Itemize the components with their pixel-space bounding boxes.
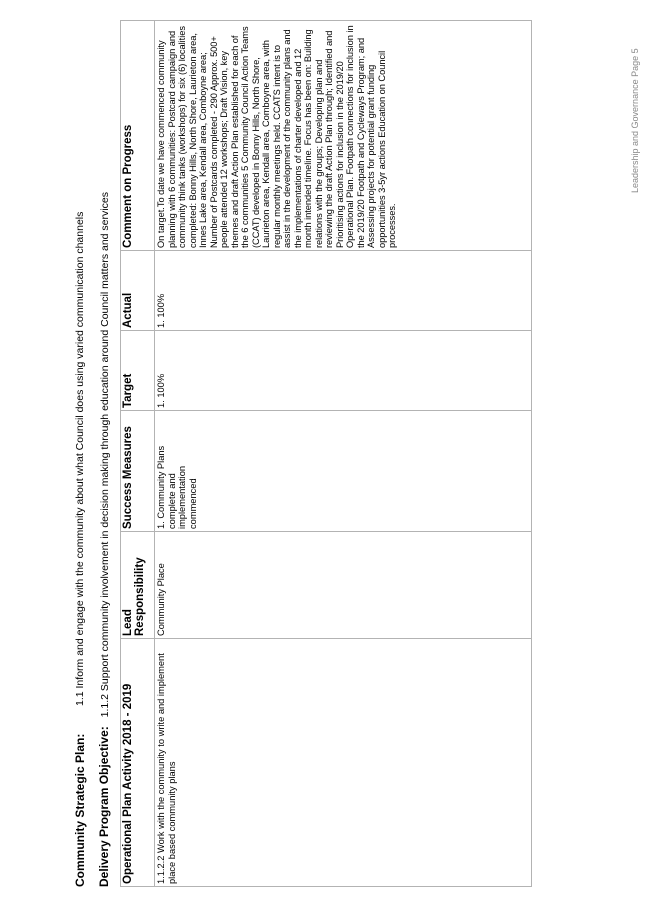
column-header-comment: Comment on Progress bbox=[121, 21, 155, 251]
program-objective-label: Delivery Program Objective: bbox=[97, 726, 111, 887]
program-objective-line bbox=[98, 192, 112, 887]
table-row bbox=[155, 21, 532, 887]
cell-lead: Community Place bbox=[155, 532, 532, 639]
column-header-actual: Actual bbox=[121, 251, 155, 331]
column-header-target: Target bbox=[121, 331, 155, 411]
strategic-plan-value: 1.1 Inform and engage with the community about what Council does using varied communication channels bbox=[74, 211, 86, 706]
column-header-lead: Lead Responsibility bbox=[121, 532, 155, 639]
cell-actual: 1. 100% bbox=[155, 251, 532, 331]
operational-plan-table bbox=[120, 20, 532, 887]
cell-success: 1. Community Plans complete and implementation commenced bbox=[155, 411, 532, 532]
table-header-row bbox=[121, 21, 155, 887]
column-header-success: Success Measures bbox=[121, 411, 155, 532]
strategic-plan-line bbox=[73, 211, 88, 887]
program-objective-value: 1.1.2 Support community involvement in decision making through education around Council matters and services bbox=[99, 192, 111, 718]
column-header-activity: Operational Plan Activity 2018 - 2019 bbox=[121, 639, 155, 887]
page-footer: Leadership and Governance Page 5 bbox=[630, 48, 640, 193]
cell-target: 1. 100% bbox=[155, 331, 532, 411]
cell-comment: On target.To date we have commenced community planning with 6 communities: Postcard campaign and community think tanks (workshops) for six (6) localities completed: Bonny Hills, North Shore, Laurieton area, Innes Lake area, Kendall area, Comboyne area; Number of Postcards completed - 290 Approx. 500+ people attended 12 workshops; Draft Vision, key themes and draft Action Plan established for each of the 6 communities 5 Community Council Action Teams (CCAT) developed in Bonny Hills, North Shore, Laurieton area, Kendall area, Comboyne area, with regular monthly meetings held. CCATS intent is to assist in the development of the community plans and the implementations of charter developed and 12 month intended timeline. Focus has been on: Building relations with the groups; Developing plan and reviewing the draft Action Plan through; Identified and Prioritising actions for inclusion in the 2019/20 Operational Plan. Footpath connections for inclusion in the 2019/20 Footpath and Cycleways Program; and Assessing projects for potential grant funding opportunities 3-5yr actions Education on Council processes. bbox=[155, 21, 532, 251]
strategic-plan-label: Community Strategic Plan: bbox=[73, 733, 87, 887]
cell-activity: 1.1.2.2 Work with the community to write and implement place based community plans bbox=[155, 639, 532, 887]
